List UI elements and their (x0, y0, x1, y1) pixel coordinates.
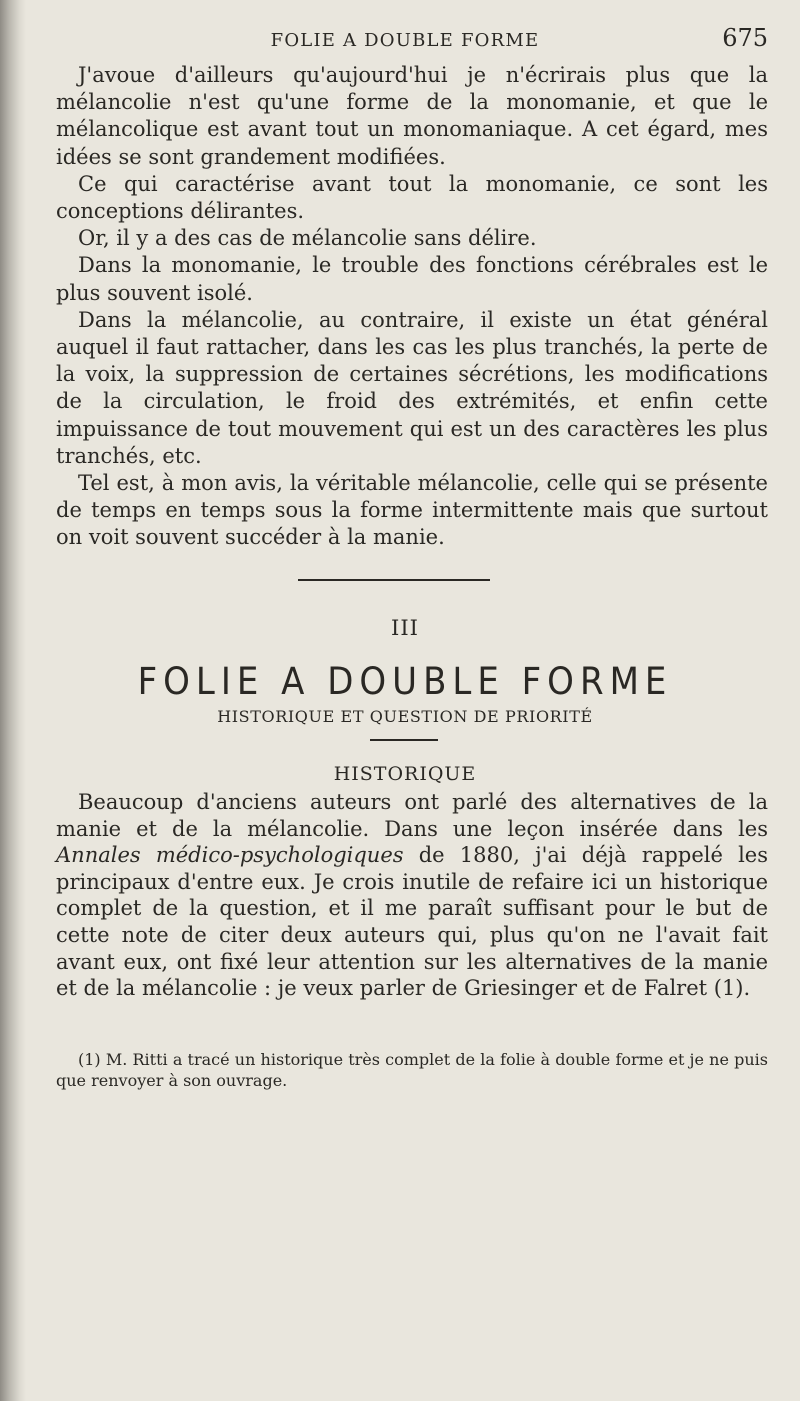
running-head (40, 20, 770, 50)
paragraph: Tel est, à mon avis, la véritable mélancolie, celle qui se présente de temps en temps sous la forme intermittente mais que surtout on voit souvent succéder à la manie. (56, 471, 768, 550)
paragraph-text: Beaucoup d'anciens auteurs ont parlé des alternatives de la manie et de la mélancolie. Dans une leçon insérée dans les (56, 790, 768, 841)
section-divider (298, 579, 490, 581)
section-number: III (391, 616, 419, 640)
footnote (56, 1049, 768, 1091)
paragraph: Or, il y a des cas de mélancolie sans délire. (78, 226, 537, 251)
body-text (56, 62, 768, 552)
chapter-title: FOLIE A DOUBLE FORME (137, 660, 673, 704)
paragraph: J'avoue d'ailleurs qu'aujourd'hui je n'écrirais plus que la mélancolie n'est qu'une forme de la monomanie, et que le mélancolique est avant tout un monomaniaque. A cet égard, mes idées se sont grandement modifiées. (56, 63, 768, 169)
paragraph (56, 789, 768, 1002)
book-binding-shadow (0, 0, 26, 1401)
section-heading: HISTORIQUE (333, 763, 477, 785)
page-number: 675 (722, 24, 768, 52)
chapter-subtitle: HISTORIQUE ET QUESTION DE PRIORITÉ (217, 707, 593, 726)
historique-text (56, 789, 768, 1002)
journal-title: Annales médico-psychologiques (56, 843, 404, 868)
paragraph-text: de 1880, j'ai déjà rappelé les principaux d'entre eux. Je crois inutile de refaire ici un historique complet de la question, et il me paraît suffisant pour le but de cette note de citer deux auteurs qui, plus qu'on ne l'avait fait avant eux, ont fixé leur attention sur les alternatives de la manie et de la mélancolie : je veux parler de Griesinger et de Falret (1). (56, 843, 768, 1001)
footnote-text: (1) M. Ritti a tracé un historique très complet de la folie à double forme et je ne puis que renvoyer à son ouvrage. (56, 1050, 768, 1090)
paragraph: Ce qui caractérise avant tout la monomanie, ce sont les conceptions délirantes. (56, 171, 768, 224)
paragraph: Dans la mélancolie, au contraire, il existe un état général auquel il faut rattacher, dans les cas les plus tranchés, la perte de la voix, la suppression de certaines sécrétions, les modifications de la circulation, le froid des extrémités, et enfin cette impuissance de tout mouvement qui est un des caractères les plus tranchés, etc. (56, 307, 768, 468)
book-page (40, 0, 770, 1401)
running-title: FOLIE A DOUBLE FORME (270, 30, 540, 51)
heading-divider (370, 739, 438, 741)
paragraph: Dans la monomanie, le trouble des fonctions cérébrales est le plus souvent isolé. (56, 253, 768, 305)
